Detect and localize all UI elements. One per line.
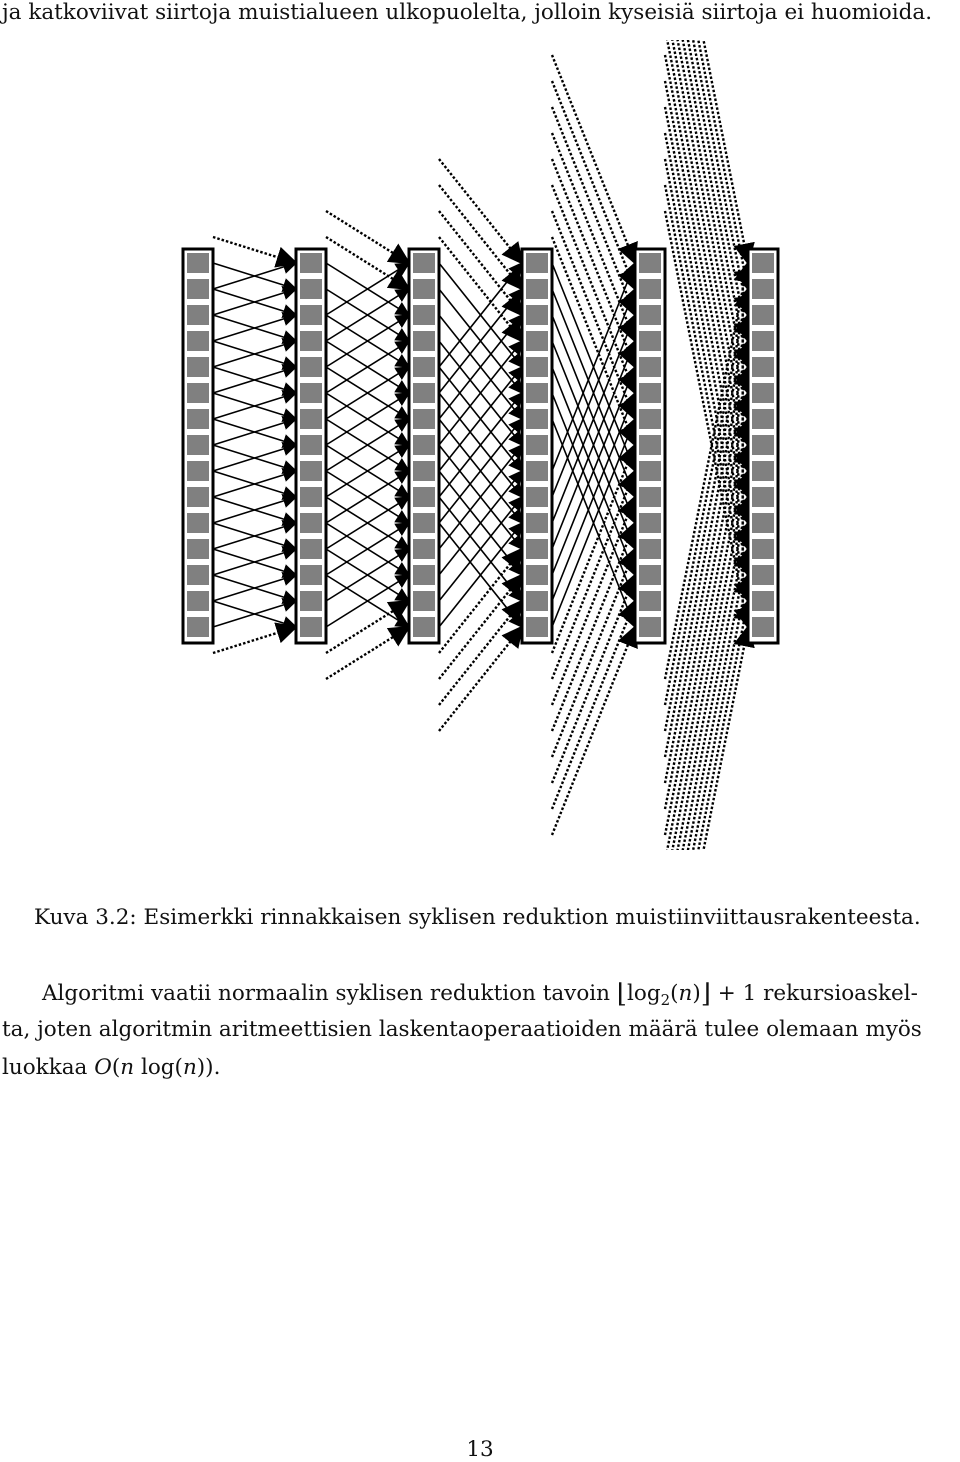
log-variable: n <box>678 981 693 1006</box>
page-number: 13 <box>466 1437 494 1462</box>
outside-transfer-arrow <box>439 549 522 653</box>
memory-cell <box>752 279 774 299</box>
outside-transfer-arrow <box>665 159 748 575</box>
memory-cell <box>639 279 661 299</box>
outside-transfer-arrow <box>439 237 522 341</box>
memory-cell <box>526 513 548 533</box>
figure-caption: Kuva 3.2: Esimerkki rinnakkaisen syklisen reduktion muistiinviittausrakenteesta. <box>34 905 921 930</box>
memory-cell <box>413 383 435 403</box>
paragraph-line-3 <box>2 1057 220 1079</box>
outside-transfer-arrow <box>552 471 635 679</box>
memory-reference-figure <box>0 40 960 850</box>
memory-cell <box>300 461 322 481</box>
memory-cell <box>300 435 322 455</box>
memory-cell <box>526 357 548 377</box>
memory-cell <box>413 435 435 455</box>
outside-transfer-arrow <box>439 159 522 263</box>
outside-transfer-arrow <box>665 211 748 627</box>
outside-transfer-arrow <box>439 601 522 705</box>
memory-cell <box>413 617 435 637</box>
memory-cell <box>639 409 661 429</box>
outside-transfer-arrow <box>552 237 635 445</box>
memory-cell <box>187 435 209 455</box>
log-word: log <box>627 981 661 1006</box>
memory-cell <box>752 305 774 325</box>
memory-cell <box>413 565 435 585</box>
paragraph-text-1a: Algoritmi vaatii normaalin syklisen reduktion tavoin <box>42 981 610 1006</box>
memory-cell <box>752 253 774 273</box>
memory-cell <box>187 513 209 533</box>
outside-transfer-arrow <box>665 81 748 497</box>
memory-cell <box>187 539 209 559</box>
outside-transfer-arrow <box>665 55 748 471</box>
memory-cell <box>526 253 548 273</box>
outside-transfer-arrow <box>326 211 409 263</box>
floor-left: ⌊ <box>616 979 627 1009</box>
paragraph-line-2: ta, joten algoritmin aritmeettisien laskentaoperaatioiden määrä tulee olemaan myös <box>2 1017 922 1042</box>
memory-cell <box>752 487 774 507</box>
big-o-symbol: O <box>94 1055 112 1080</box>
memory-cell <box>300 253 322 273</box>
memory-cell <box>752 539 774 559</box>
memory-cell <box>187 565 209 585</box>
outside-transfer-arrow <box>552 107 635 315</box>
outside-transfer-arrow <box>439 575 522 679</box>
memory-cell <box>526 539 548 559</box>
memory-cell <box>300 539 322 559</box>
memory-cell <box>413 513 435 533</box>
outside-transfer-arrow <box>552 81 635 289</box>
big-o-log: log <box>140 1055 175 1080</box>
paragraph-text-3a: luokkaa <box>2 1055 88 1080</box>
memory-cell <box>413 279 435 299</box>
outside-transfer-arrow <box>552 133 635 341</box>
memory-cell <box>187 357 209 377</box>
memory-cell <box>752 591 774 611</box>
outside-transfer-arrow <box>665 107 748 523</box>
memory-cell <box>639 357 661 377</box>
memory-cell <box>187 487 209 507</box>
memory-cell <box>300 305 322 325</box>
outside-transfer-arrow <box>552 185 635 393</box>
memory-cell <box>300 565 322 585</box>
memory-cell <box>752 409 774 429</box>
memory-cell <box>639 513 661 533</box>
memory-cell <box>413 409 435 429</box>
outside-transfer-arrow <box>552 211 635 419</box>
formula-big-o <box>94 1055 220 1080</box>
outside-transfer-arrow <box>439 185 522 289</box>
memory-cell <box>752 565 774 585</box>
outside-transfer-arrow <box>552 523 635 731</box>
memory-cell <box>526 305 548 325</box>
memory-cell <box>639 461 661 481</box>
big-o-paren2-left: ( <box>174 1055 183 1080</box>
memory-cell <box>413 357 435 377</box>
big-o-n2: n <box>182 1055 197 1080</box>
top-text-line: ja katkoviivat siirtoja muistialueen ulkopuolelta, jolloin kyseisiä siirtoja ei huomioida. <box>2 0 933 25</box>
memory-cell <box>187 409 209 429</box>
outside-transfer-arrow <box>665 523 748 850</box>
formula-floor-log <box>616 979 718 1009</box>
memory-cell <box>526 565 548 585</box>
memory-cell <box>639 383 661 403</box>
memory-cell <box>526 591 548 611</box>
outside-transfer-arrow <box>552 445 635 653</box>
floor-right: ⌋ <box>700 979 711 1009</box>
outside-transfer-arrow <box>665 289 748 705</box>
big-o-n: n <box>120 1055 135 1080</box>
memory-cell <box>526 409 548 429</box>
memory-cell <box>526 279 548 299</box>
memory-cell <box>187 279 209 299</box>
memory-cell <box>300 279 322 299</box>
outside-transfer-arrow <box>665 263 748 679</box>
memory-cell <box>639 539 661 559</box>
memory-cell <box>639 617 661 637</box>
outside-transfer-arrow <box>326 601 409 653</box>
outside-transfer-arrow <box>552 549 635 757</box>
outside-transfer-arrow <box>665 627 748 850</box>
memory-cell <box>413 461 435 481</box>
memory-cell <box>413 539 435 559</box>
memory-cell <box>187 305 209 325</box>
log-paren-left: ( <box>670 981 679 1006</box>
memory-cell <box>413 253 435 273</box>
memory-cell <box>639 305 661 325</box>
memory-cell <box>187 591 209 611</box>
memory-cell <box>752 461 774 481</box>
memory-cell <box>300 591 322 611</box>
outside-transfer-arrow <box>552 601 635 809</box>
log-paren-right: ) <box>692 981 701 1006</box>
memory-cell <box>187 253 209 273</box>
memory-cell <box>639 331 661 351</box>
log-base: 2 <box>660 991 671 1009</box>
outside-transfer-arrow <box>665 419 748 835</box>
outside-transfer-arrow <box>213 237 296 263</box>
memory-cell <box>526 617 548 637</box>
outside-transfer-arrow <box>665 185 748 601</box>
paragraph-text-1b: + 1 rekursioaskel- <box>717 981 918 1006</box>
outside-transfer-arrow <box>552 627 635 835</box>
memory-cell <box>526 487 548 507</box>
memory-cell <box>752 331 774 351</box>
outside-transfer-arrow <box>552 497 635 705</box>
memory-cell <box>526 383 548 403</box>
outside-transfer-arrow <box>665 40 748 263</box>
memory-cell <box>526 331 548 351</box>
big-o-paren-left: ( <box>111 1055 121 1080</box>
memory-cell <box>187 383 209 403</box>
outside-transfer-arrow <box>665 393 748 809</box>
memory-cell <box>639 435 661 455</box>
outside-transfer-arrow <box>326 627 409 679</box>
outside-transfer-arrow <box>213 627 296 653</box>
memory-cell <box>300 513 322 533</box>
memory-cell <box>300 617 322 637</box>
memory-cell <box>187 461 209 481</box>
memory-cell <box>526 435 548 455</box>
memory-cell <box>300 487 322 507</box>
memory-cell <box>752 617 774 637</box>
outside-transfer-arrow <box>665 133 748 549</box>
memory-cell <box>300 409 322 429</box>
memory-cell <box>639 565 661 585</box>
memory-cell <box>526 461 548 481</box>
memory-cell <box>300 383 322 403</box>
memory-cell <box>752 435 774 455</box>
outside-transfer-arrow <box>552 575 635 783</box>
memory-cell <box>639 591 661 611</box>
memory-cell <box>752 357 774 377</box>
outside-transfer-arrow <box>439 211 522 315</box>
memory-cell <box>413 331 435 351</box>
memory-cell <box>413 591 435 611</box>
memory-cell <box>639 253 661 273</box>
paragraph-line-1 <box>42 981 918 1008</box>
memory-cell <box>187 617 209 637</box>
outside-transfer-arrow <box>665 367 748 783</box>
outside-transfer-arrow <box>439 627 522 731</box>
memory-cell <box>413 487 435 507</box>
memory-cell <box>300 357 322 377</box>
outside-transfer-arrow <box>665 40 748 367</box>
outside-transfer-arrow <box>552 159 635 367</box>
memory-cell <box>413 305 435 325</box>
big-o-space <box>134 1055 141 1080</box>
memory-cell <box>300 331 322 351</box>
memory-cell <box>752 383 774 403</box>
memory-cell <box>752 513 774 533</box>
outside-transfer-arrow <box>552 55 635 263</box>
outside-transfer-arrow <box>665 315 748 731</box>
outside-transfer-arrow <box>665 341 748 757</box>
big-o-tail: )). <box>196 1055 221 1080</box>
memory-cell <box>639 487 661 507</box>
memory-cell <box>187 331 209 351</box>
outside-transfer-arrow <box>326 237 409 289</box>
